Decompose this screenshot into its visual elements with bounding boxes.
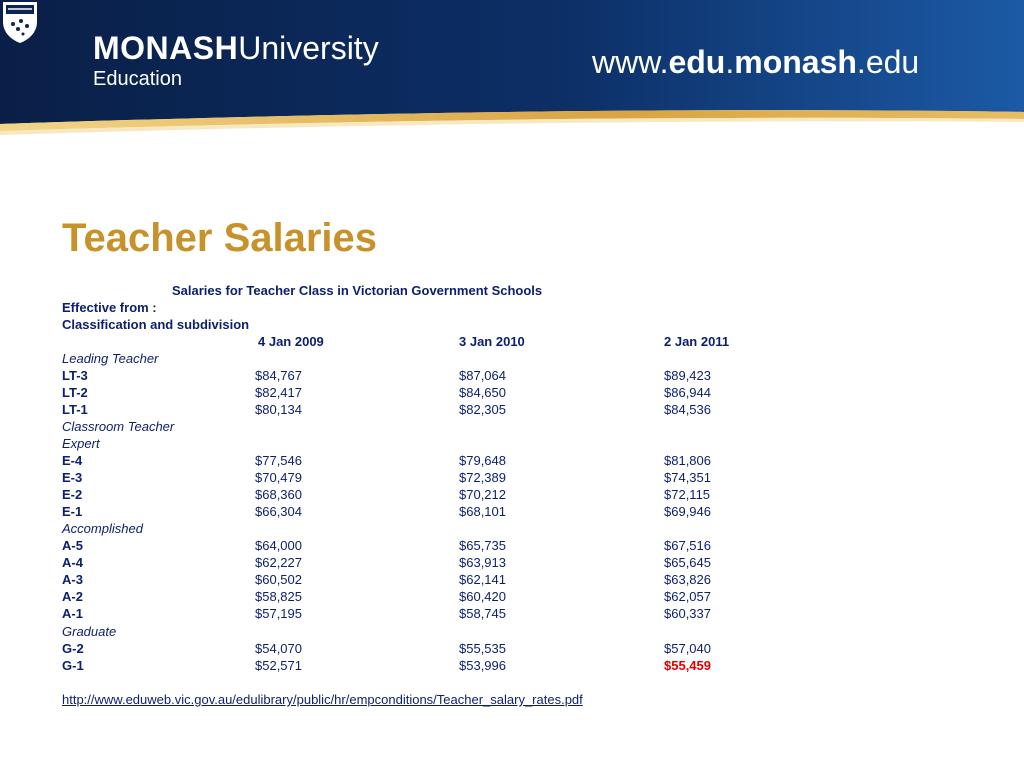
row-value-2009: $66,304	[255, 504, 302, 519]
row-value-2010: $62,141	[459, 572, 506, 587]
row-value-2009: $77,546	[255, 453, 302, 468]
row-value-2009: $82,417	[255, 385, 302, 400]
row-value-2010: $60,420	[459, 589, 506, 604]
group-graduate: Graduate	[62, 624, 117, 639]
url-dot: .	[725, 44, 735, 80]
row-value-2011: $67,516	[664, 538, 711, 553]
row-value-2011: $72,115	[664, 487, 711, 502]
row-value-2010: $68,101	[459, 504, 506, 519]
row-value-2009: $68,360	[255, 487, 302, 502]
row-value-2011: $84,536	[664, 402, 711, 417]
row-value-2009: $52,571	[255, 658, 302, 673]
row-value-2009: $84,767	[255, 368, 302, 383]
row-value-2011: $65,645	[664, 555, 711, 570]
row-value-2009: $58,825	[255, 589, 302, 604]
row-value-2011: $62,057	[664, 589, 711, 604]
row-code: G-2	[62, 641, 84, 656]
row-code: LT-3	[62, 368, 88, 383]
row-value-2011: $60,337	[664, 606, 711, 621]
row-value-2010: $82,305	[459, 402, 506, 417]
row-code: E-3	[62, 470, 83, 485]
row-value-2009: $80,134	[255, 402, 302, 417]
brand-education: Education	[93, 68, 182, 90]
row-code: A-1	[62, 606, 83, 621]
row-value-2009: $62,227	[255, 555, 302, 570]
row-value-2010: $55,535	[459, 641, 506, 656]
row-code: G-1	[62, 658, 84, 673]
row-code: A-3	[62, 572, 83, 587]
row-value-2009: $64,000	[255, 538, 302, 553]
row-value-2009: $54,070	[255, 641, 302, 656]
row-code: LT-2	[62, 385, 88, 400]
row-code: A-4	[62, 555, 83, 570]
row-code: A-2	[62, 589, 83, 604]
row-value-2010: $58,745	[459, 606, 506, 621]
group-classroom-teacher: Classroom Teacher	[62, 419, 175, 434]
row-value-2011: $74,351	[664, 470, 711, 485]
source-link[interactable]: http://www.eduweb.vic.gov.au/edulibrary/public/hr/empconditions/Teacher_salary_rates.pdf	[62, 692, 583, 707]
effective-from-label: Effective from :	[62, 300, 157, 315]
row-value-2010: $65,735	[459, 538, 506, 553]
url-prefix: www.	[592, 44, 669, 80]
row-value-2010: $87,064	[459, 368, 506, 383]
url-suffix: .edu	[856, 44, 920, 80]
row-value-2010: $84,650	[459, 385, 506, 400]
brand-monash: MONASH	[93, 30, 239, 66]
row-code: E-1	[62, 504, 83, 519]
date-header-2010: 3 Jan 2010	[459, 334, 525, 349]
row-value-2011: $69,946	[664, 504, 711, 519]
row-value-2009: $57,195	[255, 606, 302, 621]
url-monash: monash	[734, 44, 857, 80]
row-value-2010: $72,389	[459, 470, 506, 485]
row-code: E-4	[62, 453, 83, 468]
row-value-2011-highlighted: $55,459	[664, 658, 711, 673]
date-header-2009: 4 Jan 2009	[258, 334, 324, 349]
group-leading-teacher: Leading Teacher	[62, 351, 159, 366]
row-value-2011: $57,040	[664, 641, 711, 656]
row-value-2011: $86,944	[664, 385, 711, 400]
url-edu: edu	[668, 44, 726, 80]
group-accomplished: Accomplished	[62, 521, 143, 536]
row-value-2009: $60,502	[255, 572, 302, 587]
classification-label: Classification and subdivision	[62, 317, 250, 332]
row-value-2011: $63,826	[664, 572, 711, 587]
row-value-2011: $81,806	[664, 453, 711, 468]
row-value-2010: $79,648	[459, 453, 506, 468]
row-code: A-5	[62, 538, 83, 553]
row-code: LT-1	[62, 402, 88, 417]
table-subtitle: Salaries for Teacher Class in Victorian Government Schools	[172, 283, 543, 298]
row-value-2010: $63,913	[459, 555, 506, 570]
row-value-2010: $53,996	[459, 658, 506, 673]
row-value-2011: $89,423	[664, 368, 711, 383]
row-code: E-2	[62, 487, 83, 502]
brand-university: University	[238, 30, 379, 66]
page-title: Teacher Salaries	[62, 216, 378, 260]
row-value-2009: $70,479	[255, 470, 302, 485]
date-header-2011: 2 Jan 2011	[664, 334, 730, 349]
group-expert: Expert	[62, 436, 100, 451]
row-value-2010: $70,212	[459, 487, 506, 502]
